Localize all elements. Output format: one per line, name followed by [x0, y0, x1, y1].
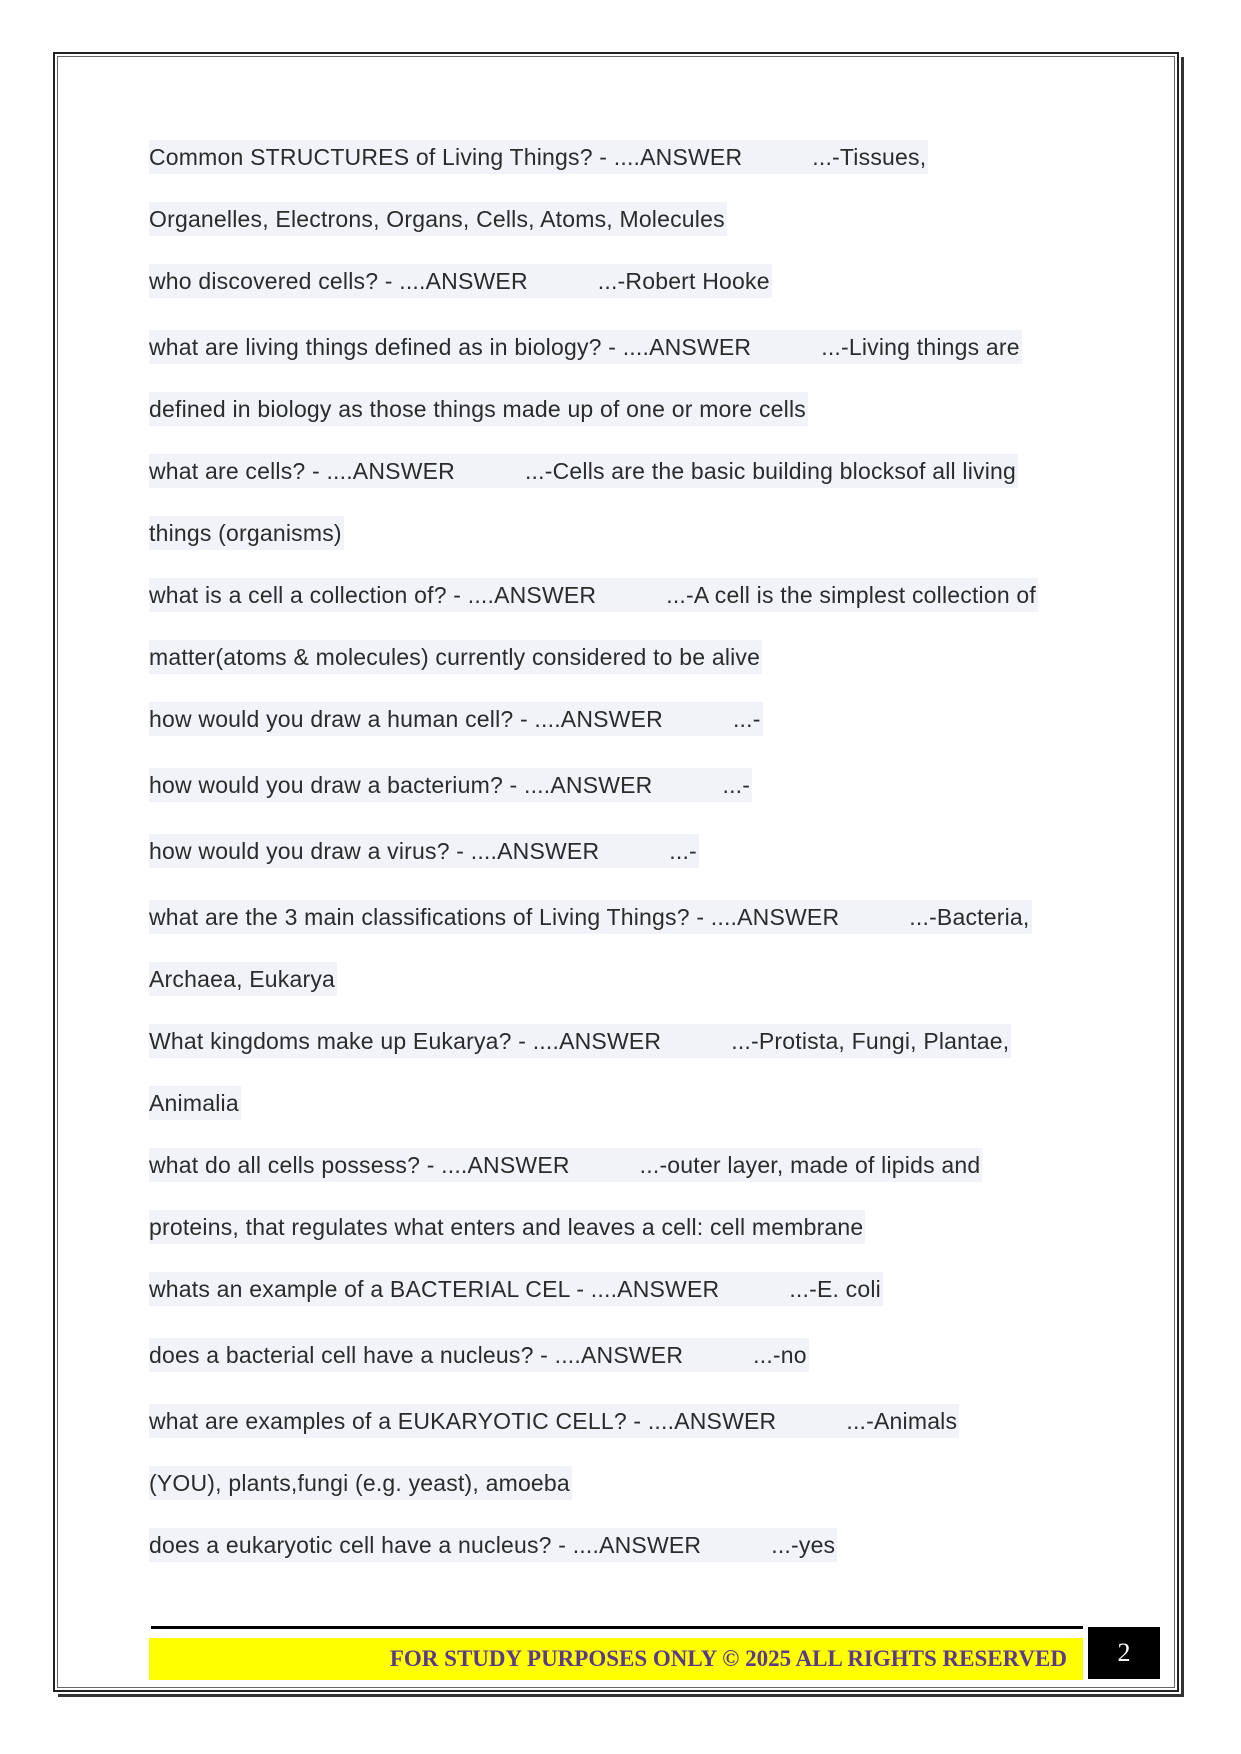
- question-text: who discovered cells? - ....ANSWER: [149, 268, 528, 294]
- answer-text: ...-Tissues,: [812, 144, 927, 170]
- qa-item: [149, 1024, 1099, 1120]
- answer-continuation: (YOU), plants,fungi (e.g. yeast), amoeba: [149, 1466, 572, 1500]
- qa-item: [149, 1404, 1099, 1500]
- answer-text: ...-yes: [771, 1532, 836, 1558]
- question-text: does a eukaryotic cell have a nucleus? - ....ANSWER: [149, 1532, 702, 1558]
- answer-text: ...-Animals: [846, 1408, 958, 1434]
- answer-text: ...-: [732, 706, 761, 732]
- qa-item: [149, 454, 1099, 550]
- answer-continuation: defined in biology as those things made up of one or more cells: [149, 392, 808, 426]
- qa-line: [149, 1272, 883, 1306]
- footer-rule: [151, 1626, 1083, 1629]
- question-text: whats an example of a BACTERIAL CEL - ....ANSWER: [149, 1276, 720, 1302]
- qa-line: [149, 264, 772, 298]
- qa-line: [149, 702, 763, 736]
- qa-line: [149, 1024, 1011, 1058]
- answer-text: ...-Robert Hooke: [597, 268, 770, 294]
- qa-line: [149, 1338, 809, 1372]
- document-body: [149, 140, 1099, 1562]
- qa-line: [149, 330, 1022, 364]
- qa-item: [149, 702, 1099, 736]
- answer-continuation: proteins, that regulates what enters and leaves a cell: cell membrane: [149, 1210, 865, 1244]
- question-text: What kingdoms make up Eukarya? - ....ANSWER: [149, 1028, 662, 1054]
- qa-line: [149, 1404, 959, 1438]
- page-number: 2: [1088, 1627, 1160, 1679]
- question-text: Common STRUCTURES of Living Things? - ....ANSWER: [149, 144, 743, 170]
- qa-line: [149, 578, 1038, 612]
- qa-item: [149, 330, 1099, 426]
- answer-text: ...-: [669, 838, 697, 864]
- qa-line: [149, 454, 1018, 488]
- answer-text: ...-E. coli: [789, 1276, 881, 1302]
- answer-text: ...-Bacteria,: [909, 904, 1030, 930]
- qa-item: [149, 264, 1099, 298]
- question-text: what are living things defined as in biology? - ....ANSWER: [149, 334, 752, 360]
- qa-item: [149, 140, 1099, 236]
- question-text: how would you draw a virus? - ....ANSWER: [149, 838, 600, 864]
- answer-continuation: Archaea, Eukarya: [149, 962, 337, 996]
- qa-item: [149, 1272, 1099, 1306]
- question-text: how would you draw a bacterium? - ....ANSWER: [149, 772, 653, 798]
- qa-item: [149, 1148, 1099, 1244]
- copyright-notice: FOR STUDY PURPOSES ONLY © 2025 ALL RIGHTS RESERVED: [389, 1646, 1067, 1671]
- answer-continuation: matter(atoms & molecules) currently considered to be alive: [149, 640, 762, 674]
- qa-item: [149, 1528, 1099, 1562]
- answer-text: ...-A cell is the simplest collection of: [666, 582, 1037, 608]
- answer-text: ...-: [722, 772, 751, 798]
- qa-line: [149, 768, 752, 802]
- answer-text: ...-Protista, Fungi, Plantae,: [731, 1028, 1010, 1054]
- answer-text: ...-Living things are: [821, 334, 1020, 360]
- qa-item: [149, 768, 1099, 802]
- qa-item: [149, 578, 1099, 674]
- answer-text: ...-outer layer, made of lipids and: [639, 1152, 981, 1178]
- question-text: what is a cell a collection of? - ....ANSWER: [149, 582, 597, 608]
- answer-text: ...-Cells are the basic building blocksof all living: [524, 458, 1017, 484]
- answer-text: ...-no: [753, 1342, 807, 1368]
- footer-banner: [149, 1638, 1083, 1680]
- question-text: what are cells? - ....ANSWER: [149, 458, 455, 484]
- question-text: what do all cells possess? - ....ANSWER: [149, 1152, 570, 1178]
- question-text: does a bacterial cell have a nucleus? - ....ANSWER: [149, 1342, 684, 1368]
- question-text: what are examples of a EUKARYOTIC CELL? - ....ANSWER: [149, 1408, 777, 1434]
- qa-line: [149, 900, 1032, 934]
- answer-continuation: things (organisms): [149, 516, 344, 550]
- answer-continuation: Organelles, Electrons, Organs, Cells, Atoms, Molecules: [149, 202, 727, 236]
- question-text: what are the 3 main classifications of Living Things? - ....ANSWER: [149, 904, 840, 930]
- qa-line: [149, 1528, 837, 1562]
- qa-line: [149, 140, 928, 174]
- qa-item: [149, 834, 1099, 868]
- qa-line: [149, 834, 699, 868]
- qa-item: [149, 1338, 1099, 1372]
- qa-line: [149, 1148, 982, 1182]
- question-text: how would you draw a human cell? - ....ANSWER: [149, 706, 663, 732]
- answer-continuation: Animalia: [149, 1086, 241, 1120]
- qa-item: [149, 900, 1099, 996]
